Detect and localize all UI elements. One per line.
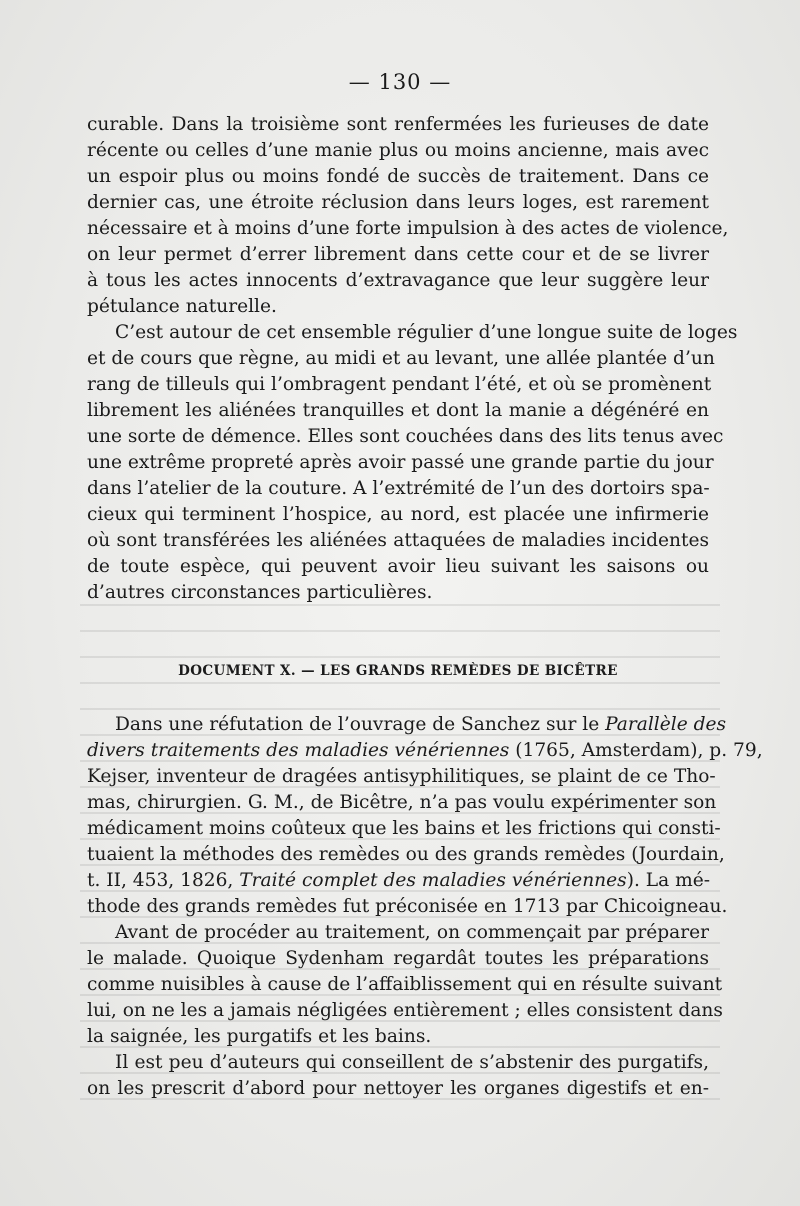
text-line: où sont transférées les aliénées attaquées de maladies incidentes: [87, 530, 709, 551]
paragraph-3: [87, 712, 763, 920]
text-line: une extrême propreté après avoir passé une grande partie du jour: [87, 452, 714, 473]
text-line: médicament moins coûteux que les bains et les frictions qui consti-: [87, 818, 721, 839]
text-line: une sorte de démence. Elles sont couchées dans des lits tenus avec: [87, 426, 724, 447]
text-line: on les prescrit d’abord pour nettoyer les organes digestifs et en-: [87, 1078, 709, 1099]
text-line: [87, 738, 763, 764]
text-line: un espoir plus ou moins fondé de succès de traitement. Dans ce: [87, 166, 709, 187]
text-line: récente ou celles d’une manie plus ou moins ancienne, mais avec: [87, 140, 709, 161]
paragraph-5: [87, 1050, 709, 1102]
page-number: — 130 —: [348, 70, 452, 94]
text-line: dans l’atelier de la couture. A l’extrémité de l’un des dortoirs spa-: [87, 478, 710, 499]
text-run: t. II, 453, 1826,: [87, 870, 240, 891]
text-line: et de cours que règne, au midi et au levant, une allée plantée d’un: [87, 348, 715, 369]
text-line: [87, 712, 727, 738]
text-line: rang de tilleuls qui l’ombragent pendant l’été, et où se promènent: [87, 374, 712, 395]
text-run: Dans une réfutation de l’ouvrage de Sanchez sur le: [115, 714, 606, 735]
paragraph-2: [87, 320, 738, 606]
text-line: lui, on ne les a jamais négligées entièrement ; elles consistent dans: [87, 1000, 723, 1021]
body-text: [87, 112, 763, 1102]
text-line: de toute espèce, qui peuvent avoir lieu suivant les saisons ou: [87, 556, 709, 577]
text-run: ). La mé-: [626, 870, 711, 891]
text-line: Il est peu d’auteurs qui conseillent de s’abstenir des purgatifs,: [115, 1052, 709, 1073]
text-line: mas, chirurgien. G. M., de Bicêtre, n’a pas voulu expérimenter son: [87, 792, 717, 813]
paragraph-1: [87, 112, 729, 320]
text-line: curable. Dans la troisième sont renfermées les furieuses de date: [87, 114, 709, 135]
text-line: Kejser, inventeur de dragées antisyphilitiques, se plaint de ce Tho-: [87, 766, 716, 787]
book-title-italic: divers traitements des maladies vénériennes: [87, 740, 510, 761]
text-line: tuaient la méthodes des remèdes ou des grands remèdes (Jourdain,: [87, 844, 725, 865]
book-title-italic: Parallèle des: [605, 714, 727, 735]
text-line: cieux qui terminent l’hospice, au nord, est placée une infirmerie: [87, 504, 709, 525]
text-line: d’autres circonstances particulières.: [87, 582, 433, 603]
book-title-italic: Traité complet des maladies vénériennes: [239, 870, 627, 891]
paragraph-4: [87, 920, 723, 1050]
section-heading: DOCUMENT X. — LES GRANDS REMÈDES DE BICÊTRE: [178, 663, 618, 679]
text-line: à tous les actes innocents d’extravagance que leur suggère leur: [87, 270, 709, 291]
text-line: dernier cas, une étroite réclusion dans leurs loges, est rarement: [87, 192, 709, 213]
text-line: thode des grands remèdes fut préconisée en 1713 par Chicoigneau.: [87, 896, 728, 917]
text-run: (1765, Amsterdam), p. 79,: [509, 740, 763, 761]
text-line: librement les aliénées tranquilles et dont la manie a dégénéré en: [87, 400, 709, 421]
text-line: [87, 868, 709, 894]
text-line: la saignée, les purgatifs et les bains.: [87, 1026, 432, 1047]
text-line: comme nuisibles à cause de l’affaiblissement qui en résulte suivant: [87, 974, 723, 995]
text-line: pétulance naturelle.: [87, 296, 277, 317]
text-line: C’est autour de cet ensemble régulier d’une longue suite de loges: [115, 322, 738, 343]
text-line: on leur permet d’errer librement dans cette cour et de se livrer: [87, 244, 709, 265]
text-line: le malade. Quoique Sydenham regardât toutes les préparations: [87, 948, 709, 969]
text-line: nécessaire et à moins d’une forte impulsion à des actes de violence,: [87, 218, 729, 239]
text-line: Avant de procéder au traitement, on commençait par préparer: [115, 922, 709, 943]
